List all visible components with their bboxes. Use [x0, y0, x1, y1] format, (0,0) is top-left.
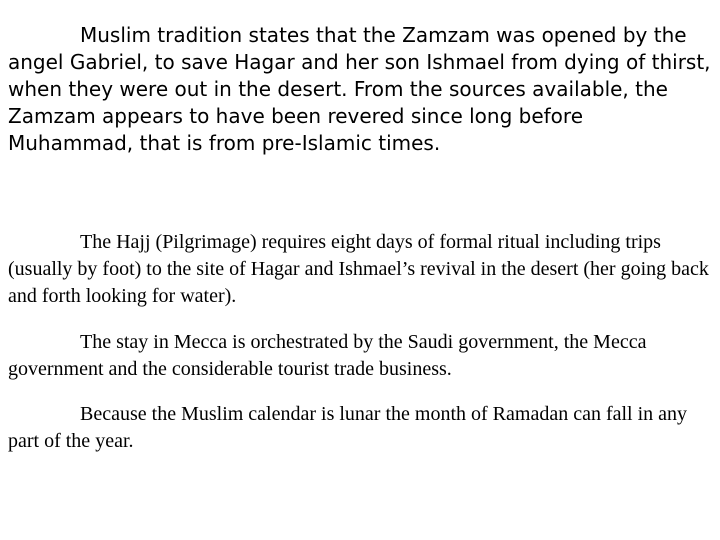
paragraph-zamzam-tradition: Muslim tradition states that the Zamzam was opened by the angel Gabriel, to save Hagar and her son Ishmael from dying of thirst, when they were out in the desert. From the sources available, the Zamzam appears to have been revered since long before Muhammad, that is from pre-Islamic times.	[8, 23, 711, 155]
paragraph-lunar-calendar: Because the Muslim calendar is lunar the month of Ramadan can fall in any part of the year.	[8, 403, 688, 452]
paragraph-hajj-ritual: The Hajj (Pilgrimage) requires eight days of formal ritual including trips (usually by foot) to the site of Hagar and Ishmael’s revival in the desert (her going back and forth looking for water).	[8, 231, 709, 307]
paragraph-mecca-stay: The stay in Mecca is orchestrated by the Saudi government, the Mecca government and the considerable tourist trade business.	[8, 331, 647, 380]
